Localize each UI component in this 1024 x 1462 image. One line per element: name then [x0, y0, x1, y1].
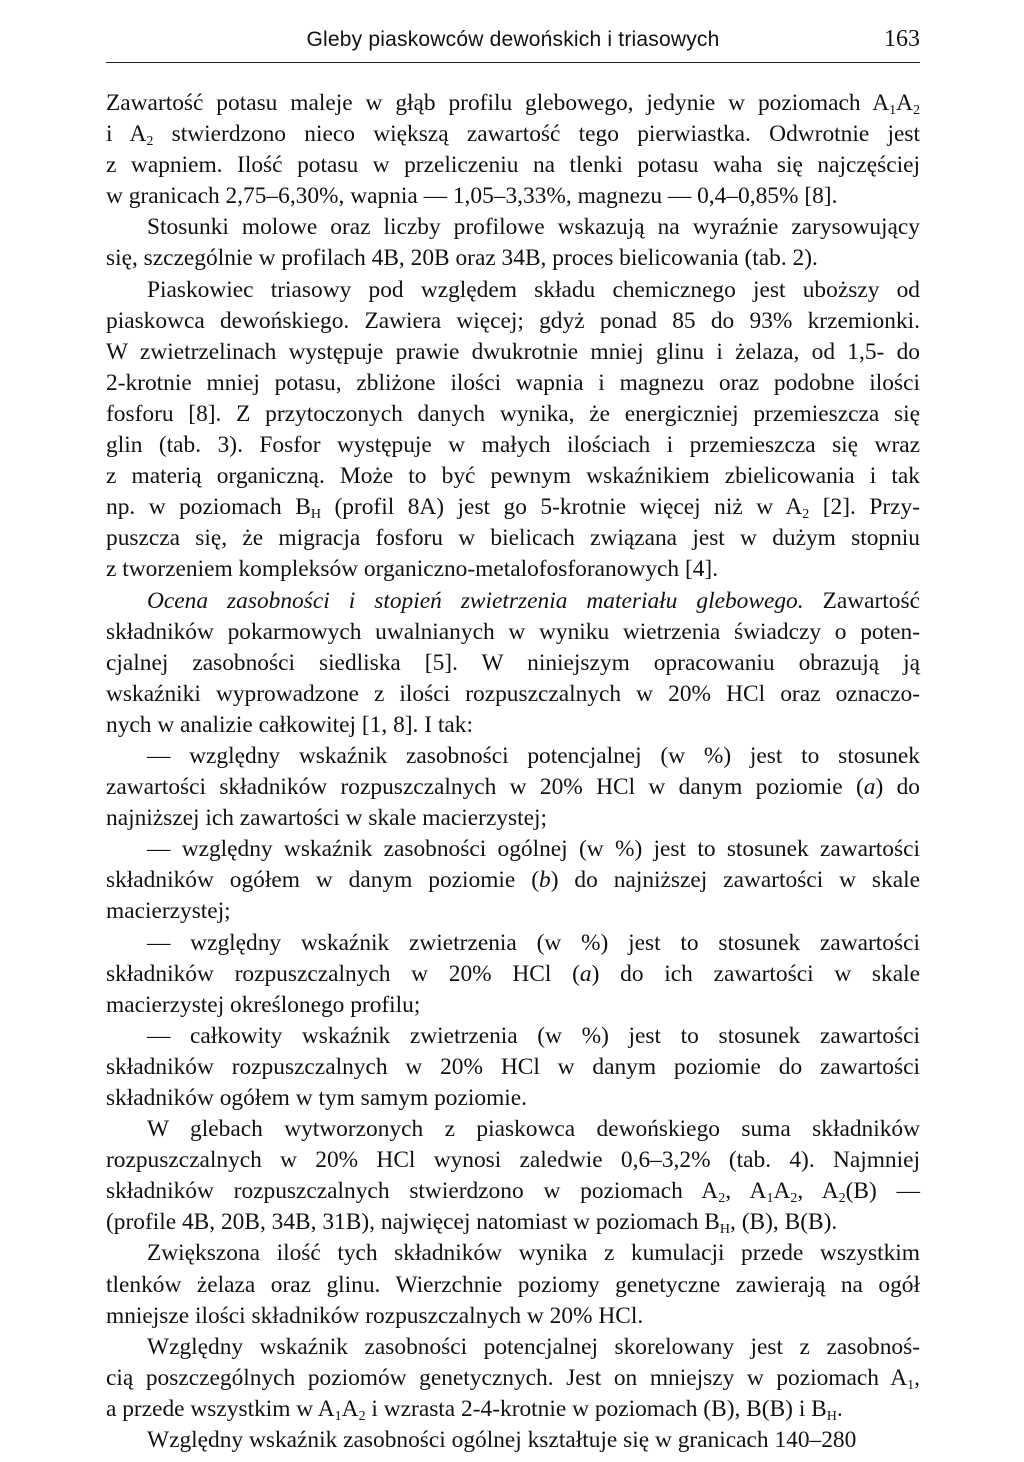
text-line: W glebach wytworzonych z piaskowca dewońskiego suma składników — [147, 1116, 920, 1143]
text-line: fosforu [8]. Z przytoczonych danych wynika, że energiczniej przemieszcza się — [106, 400, 920, 427]
text-line: Zwiększona ilość tych składników wynika z kumulacji przede wszystkim — [147, 1240, 920, 1267]
text-line: macierzystej określonego profilu; — [106, 991, 421, 1018]
text-line: Względny wskaźnik zasobności ogólnej kształtuje się w granicach 140–280 — [147, 1427, 857, 1454]
text-line: składników rozpuszczalnych stwierdzono w poziomach $A_2$, $A_1A_2$, $A_2(B)$ — — [106, 1178, 921, 1207]
text-line: Względny wskaźnik zasobności potencjalnej skorelowany jest z zasobnoś- — [147, 1333, 920, 1360]
text-line: składników ogółem w danym poziomie (b) do najniższej zawartości w skale — [106, 867, 920, 894]
text-line: Stosunki molowe oraz liczby profilowe wskazują na wyraźnie zarysowujący — [147, 214, 920, 241]
text-line: — względny wskaźnik zasobności potencjalnej (w %) jest to stosunek — [147, 742, 920, 769]
text-line: Piaskowiec triasowy pod względem składu chemicznego jest uboższy od — [147, 276, 920, 303]
text-line: z wapniem. Ilość potasu w przeliczeniu na tlenki potasu waha się najczęściej — [106, 152, 920, 179]
text-line: mniejsze ilości składników rozpuszczalnych w 20% HCl. — [106, 1302, 644, 1329]
text-line: — całkowity wskaźnik zwietrzenia (w %) jest to stosunek zawartości — [147, 1022, 920, 1049]
text-line: np. w poziomach $B_H$ (profil 8A) jest go 5-krotnie więcej niż w $A_2$ [2]. Przy- — [106, 494, 920, 523]
text-line: — względny wskaźnik zwietrzenia (w %) jest to stosunek zawartości — [147, 929, 920, 956]
text-line: rozpuszczalnych w 20% HCl wynosi zaledwie 0,6–3,2% (tab. 4). Najmniej — [106, 1147, 920, 1174]
text-line: — względny wskaźnik zasobności ogólnej (w %) jest to stosunek zawartości — [147, 836, 920, 863]
text-line: cią poszczególnych poziomów genetycznych. Jest on mniejszy w poziomach $A_1$, — [106, 1364, 920, 1393]
text-line: piaskowca dewońskiego. Zawiera więcej; gdyż ponad 85 do 93% krzemionki. — [106, 307, 920, 334]
text-line: składników rozpuszczalnych w 20% HCl (a) do ich zawartości w skale — [106, 960, 920, 987]
text-line: najniższej ich zawartości w skale macierzystej; — [106, 805, 547, 832]
text-line: z tworzeniem kompleksów organiczno-metalofosforanowych [4]. — [106, 556, 719, 583]
text-line: nych w analizie całkowitej [1, 8]. I tak: — [106, 711, 473, 738]
text-line: W zwietrzelinach występuje prawie dwukrotnie mniej glinu i żelaza, od 1,5- do — [106, 338, 920, 365]
text-line: puszcza się, że migracja fosforu w bielicach związana jest w dużym stopniu — [106, 525, 920, 552]
page-number: 163 — [884, 26, 920, 52]
text-line: składników pokarmowych uwalnianych w wyniku wietrzenia świadczy o poten- — [106, 618, 920, 645]
text-line: (profile 4B, 20B, 34B, 31B), najwięcej natomiast w poziomach $B_H$, (B), B(B). — [106, 1209, 838, 1238]
text-line: glin (tab. 3). Fosfor występuje w małych ilościach i przemieszcza się wraz — [106, 432, 920, 459]
body-text — [106, 88, 920, 1456]
text-line: macierzystej; — [106, 898, 231, 925]
text-line: 2-krotnie mniej potasu, zbliżone ilości wapnia i magnezu oraz podobne ilości — [106, 369, 920, 396]
text-line: i $A_2$ stwierdzono nieco większą zawartość tego pierwiastka. Odwrotnie jest — [106, 121, 920, 150]
text-line: a przede wszystkim w $A_1A_2$ i wzrasta 2-4-krotnie w poziomach (B), B(B) i $B_H$. — [106, 1395, 843, 1424]
text-line: tlenków żelaza oraz glinu. Wierzchnie poziomy genetyczne zawierają na ogół — [106, 1271, 920, 1298]
text-line: składników ogółem w tym samym poziomie. — [106, 1085, 527, 1111]
text-line: wskaźniki wyprowadzone z ilości rozpuszczalnych w 20% HCl oraz oznaczo- — [106, 680, 920, 707]
running-header — [106, 22, 920, 63]
running-title: Gleby piaskowców dewońskich i triasowych — [306, 28, 720, 51]
text-line: Zawartość potasu maleje w głąb profilu glebowego, jedynie w poziomach $A_1A_2$ — [106, 90, 920, 118]
text-line: z materią organiczną. Może to być pewnym wskaźnikiem zbielicowania i tak — [106, 463, 920, 490]
text-line: zawartości składników rozpuszczalnych w 20% HCl w danym poziomie (a) do — [106, 774, 921, 801]
text-line: cjalnej zasobności siedliska [5]. W niniejszym opracowaniu obrazują ją — [106, 649, 920, 676]
text-line: w granicach 2,75–6,30%, wapnia — 1,05–3,33%, magnezu — 0,4–0,85% [8]. — [106, 183, 838, 210]
text-line: Ocena zasobności i stopień zwietrzenia materiału glebowego. Zawartość — [147, 587, 920, 614]
text-line: się, szczególnie w profilach 4B, 20B oraz 34B, proces bielicowania (tab. 2). — [106, 245, 818, 272]
text-line: składników rozpuszczalnych w 20% HCl w danym poziomie do zawartości — [106, 1053, 920, 1080]
